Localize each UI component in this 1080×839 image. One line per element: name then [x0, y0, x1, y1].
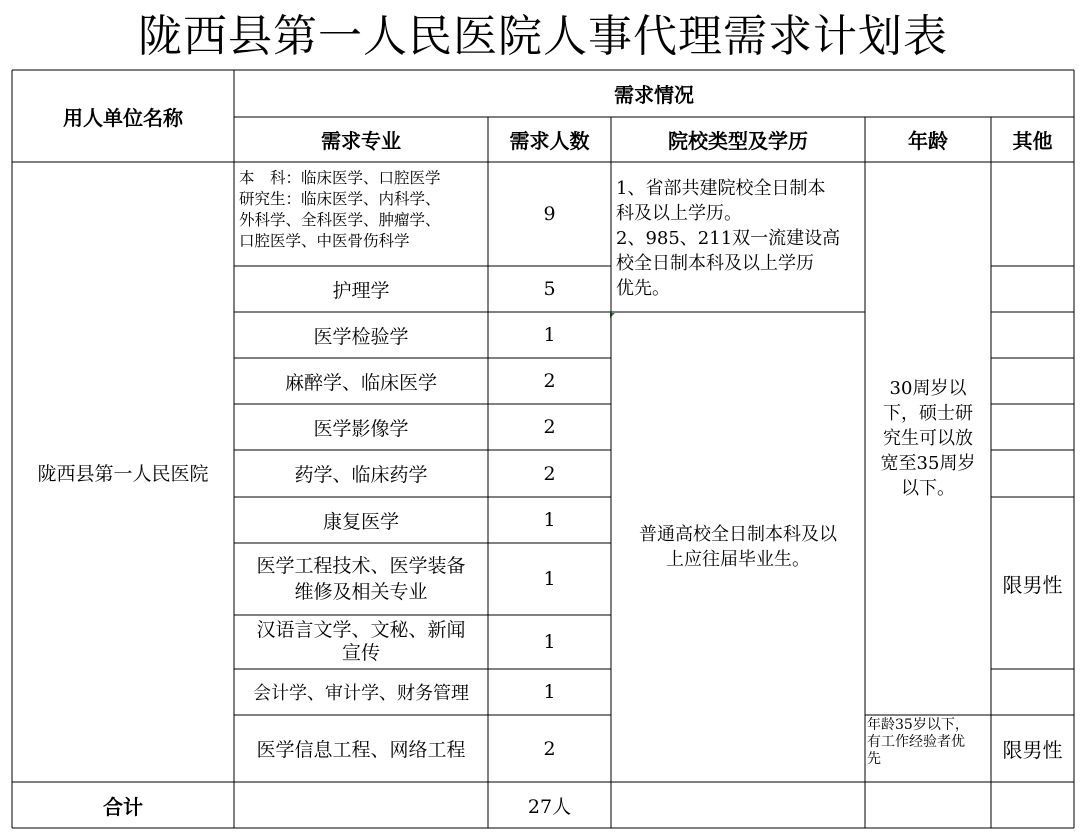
header-age: 年龄	[908, 129, 948, 153]
total-label: 合计	[103, 794, 143, 819]
major-cell: 会计学、审计学、财务管理	[253, 683, 469, 704]
count-cell: 5	[543, 278, 556, 300]
header-count: 需求人数	[509, 129, 590, 153]
count-cell: 1	[543, 568, 556, 590]
header-major: 需求专业	[321, 129, 401, 153]
major-cell: 医学工程技术、医学装备 维修及相关专业	[256, 555, 466, 603]
major-cell: 康复医学	[322, 510, 399, 533]
other-cell: 限男性	[1002, 738, 1063, 762]
count-cell: 2	[543, 370, 556, 392]
count-cell: 2	[543, 737, 556, 760]
count-cell: 1	[543, 681, 556, 703]
header-unit-name: 用人单位名称	[63, 105, 183, 130]
total-count: 27人	[527, 795, 572, 818]
major-cell: 本 科：临床医学、口腔医学 研究生：临床医学、内科学、 外科学、全科医学、肿瘤学、 口腔医学、中医骨伤科学	[239, 169, 441, 250]
count-cell: 1	[543, 631, 556, 653]
age-group2: 年龄35岁以下， 有工作经验者优 先	[867, 717, 969, 767]
unit-name-cell: 陇西县第一人民医院	[37, 462, 209, 485]
page-title: 陇西县第一人民医院人事代理需求计划表	[138, 11, 948, 62]
header-school-education: 院校类型及学历	[668, 129, 808, 153]
other-cell: 限男性	[1002, 572, 1063, 597]
major-cell: 医学检验学	[313, 325, 409, 348]
count-cell: 1	[543, 509, 556, 531]
major-cell: 医学信息工程、网络工程	[256, 739, 466, 761]
major-cell: 麻醉学、临床医学	[284, 371, 437, 394]
count-cell: 9	[543, 203, 556, 225]
age-group1: 30周岁以 下，硕士研 究生可以放 宽至35周岁 以下。	[880, 378, 976, 499]
school-education-group1: 1、省部共建院校全日制本 科及以上学历。 2、985、211双一流建设高 校全日制本科及以上学历 优先。	[616, 178, 841, 299]
comment-indicator-icon	[610, 313, 615, 318]
major-cell: 医学影像学	[313, 417, 409, 440]
count-cell: 1	[543, 324, 556, 346]
school-education-group2: 普通高校全日制本科及以 上应往届毕业生。	[639, 524, 837, 570]
header-other: 其他	[1012, 129, 1053, 153]
major-cell: 护理学	[332, 279, 390, 302]
count-cell: 2	[543, 462, 556, 485]
count-cell: 2	[543, 416, 556, 438]
major-cell: 汉语言文学、文秘、新闻 宣传	[256, 619, 466, 664]
header-demand-situation: 需求情况	[614, 83, 694, 107]
major-cell: 药学、临床药学	[294, 464, 428, 486]
